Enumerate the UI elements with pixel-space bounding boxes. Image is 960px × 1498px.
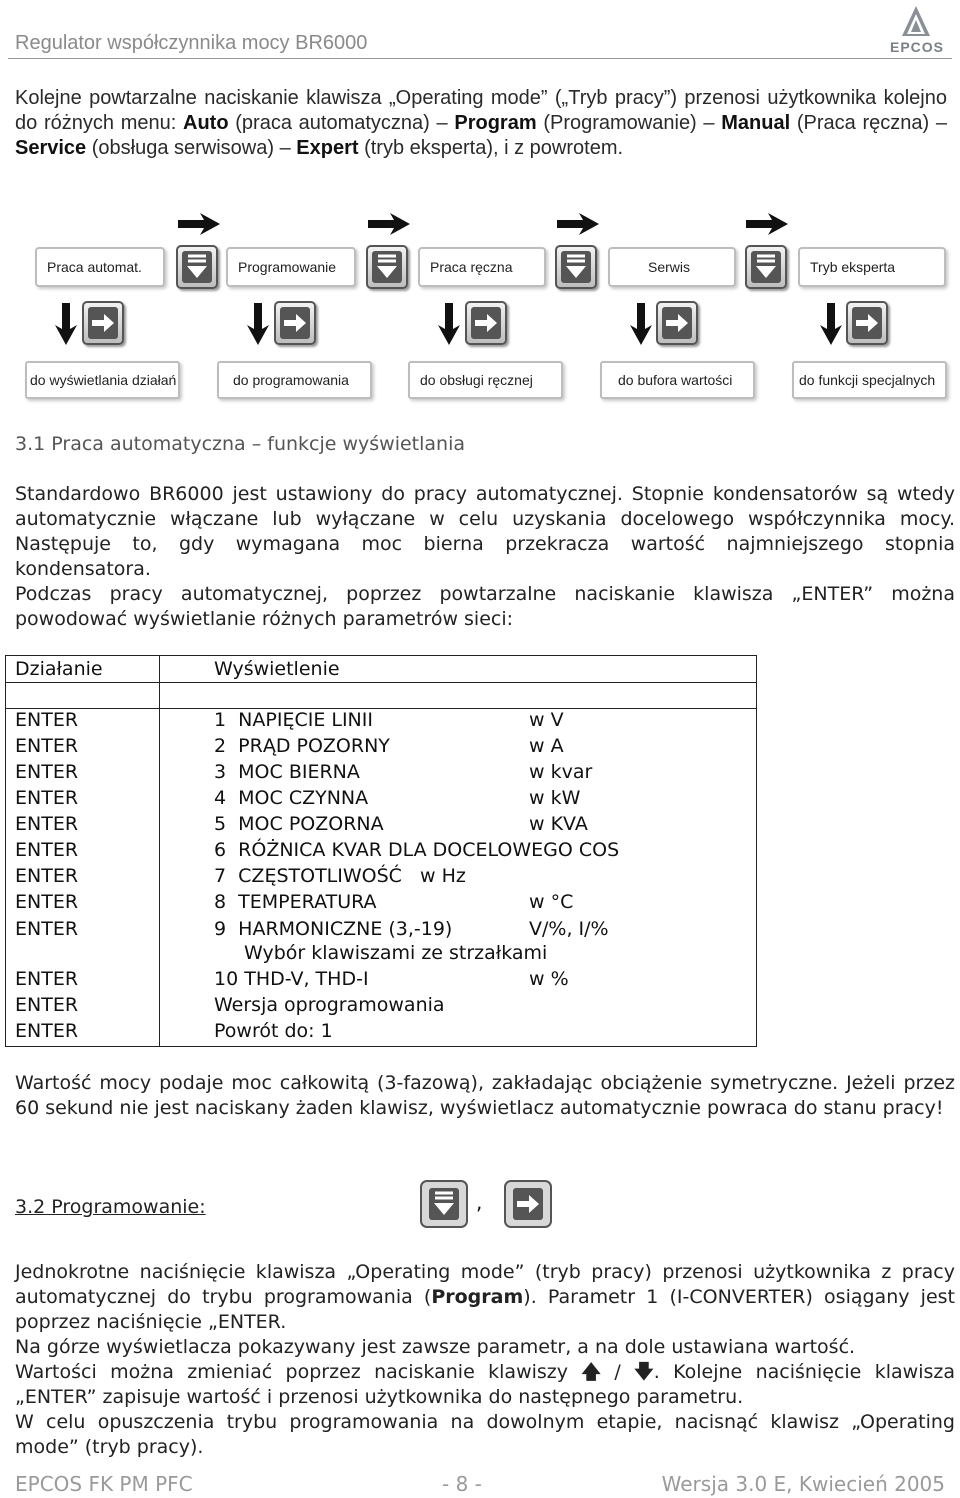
arrow-down-key-icon: 🡇 [634,1361,654,1383]
table-cell-action: ENTER [15,1020,79,1042]
table-cell-action: ENTER [15,787,79,809]
operating-mode-key-icon [745,245,787,289]
table-cell-unit: V/%, I/% [529,918,609,940]
epcos-logo-text: EPCOS [889,39,944,55]
document-header-title: Regulator współczynnika mocy BR6000 [15,32,368,54]
arrow-right-icon [557,213,599,235]
arrow-up-key-icon: 🡅 [581,1361,601,1383]
arrow-down-icon [438,303,460,345]
target-special-box: do funkcji specjalnych [792,361,947,399]
header-divider [8,58,952,59]
mode-manual-box: Praca ręczna [418,247,546,287]
table-cell-display: 9 HARMONICZNE (3,-19) [214,918,453,940]
table-cell-action: ENTER [15,968,79,990]
target-programming-box: do programowania [217,361,372,399]
enter-key-icon [846,301,888,345]
mode-program-box: Programowanie [226,247,356,287]
table-cell-action: ENTER [15,761,79,783]
table-cell-display: 1 NAPIĘCIE LINII [214,709,373,731]
table-cell-action: ENTER [15,813,79,835]
arrow-down-icon [247,303,269,345]
table-cell-action: ENTER [15,839,79,861]
arrow-right-icon [368,213,410,235]
target-buffer-box: do bufora wartości [600,361,755,399]
enter-key-icon [504,1180,552,1228]
auto-mode-text-2: Podczas pracy automatycznej, poprzez powtarzalne naciskanie klawisza „ENTER” można powodować wyświetlanie różnych parametrów sieci: [15,583,955,630]
programming-text-1: Jednokrotne naciśnięcie klawisza „Operating mode” (tryb pracy) przenosi użytkownika z pracy automatycznej do trybu programowania (Program). Parametr 1 (I-CONVERTER) osiągany jest poprzez naciśnięcie „ENTER. [15,1261,955,1333]
table-cell-unit: w °C [529,891,574,913]
footer-page-number: - 8 - [442,1472,482,1496]
table-cell-unit: w kvar [529,761,593,783]
key-separator-comma: , [476,1190,483,1214]
table-cell-action: ENTER [15,865,79,887]
display-parameters-table [5,655,757,1047]
arrow-down-icon [820,303,842,345]
arrow-right-icon [746,213,788,235]
operating-mode-key-icon [366,245,408,289]
table-cell-display: Powrót do: 1 [214,1020,333,1042]
programming-paragraph [15,1260,955,1460]
enter-key-icon [82,301,124,345]
table-cell-display: 2 PRĄD POZORNY [214,735,390,757]
operating-mode-key-icon [420,1180,468,1228]
table-cell-action: ENTER [15,891,79,913]
table-cell-display: 8 TEMPERATURA [214,891,377,913]
footer-version: Wersja 3.0 E, Kwiecień 2005 [661,1472,945,1496]
arrow-down-icon [630,303,652,345]
table-cell-unit: w KVA [529,813,588,835]
intro-paragraph: Kolejne powtarzalne naciskanie klawisza „Operating mode” („Tryb pracy”) przenosi użytkownika kolejno do różnych menu: Auto (praca automatyczna) – Program (Programowanie) – Manual (Praca ręczna) – Service (obsługa serwisowa) – Expert (tryb eksperta), i z powrotem. [15,87,948,159]
enter-key-icon [465,301,507,345]
programming-text-4: W celu opuszczenia trybu programowania na dowolnym etapie, nacisnąć klawisz „Operating mode” (tryb pracy). [15,1411,955,1458]
mode-auto-box: Praca automat. [35,247,165,287]
mode-service-box: Serwis [608,247,736,287]
table-cell-unit: w A [529,735,564,757]
target-display-box: do wyświetlania działań [25,361,180,399]
table-cell-display: 6 RÓŻNICA KVAR DLA DOCELOWEGO COS [214,839,620,861]
auto-mode-paragraph [15,482,955,632]
operating-mode-key-icon [555,245,597,289]
arrow-right-icon [178,213,220,235]
operating-mode-flow-diagram [0,205,960,405]
table-header-display: Wyświetlenie [214,658,340,680]
table-cell-action: ENTER [15,709,79,731]
programming-text-2: Na górze wyświetlacza pokazywany jest zawsze parametr, a na dole ustawiana wartość. [15,1336,856,1358]
table-cell-display: 7 CZĘSTOTLIWOŚĆ w Hz [214,865,466,887]
operating-mode-key-icon [176,245,218,289]
table-cell-action: ENTER [15,994,79,1016]
mode-expert-box: Tryb eksperta [798,247,946,287]
section-3-2-heading: 3.2 Programowanie: [15,1196,206,1218]
table-cell-action: ENTER [15,735,79,757]
table-cell-display: 5 MOC POZORNA [214,813,384,835]
table-cell-display: Wersja oprogramowania [214,994,445,1016]
auto-mode-text-1: Standardowo BR6000 jest ustawiony do pracy automatycznej. Stopnie kondensatorów są wtedy automatycznie włączane lub wyłączane w celu uzyskania docelowego współczynnika mocy. Następuje to, gdy wymagana moc bierna przekracza wartość najmniejszego stopnia kondensatora. [15,483,955,580]
footer-left: EPCOS FK PM PFC [15,1472,193,1496]
power-note-paragraph: Wartość mocy podaje moc całkowitą (3-fazową), zakładając obciążenie symetryczne. Jeżeli przez 60 sekund nie jest naciskany żaden klawisz, wyświetlacz automatycznie powraca do stanu pracy! [15,1072,955,1119]
table-header-action: Działanie [15,658,103,680]
programming-text-3: Wartości można zmieniać poprzez naciskanie klawiszy 🡅 / 🡇. Kolejne naciśnięcie klawisza „ENTER” zapisuje wartość i przenosi użytkownika do następnego parametru. [15,1361,956,1408]
table-cell-display: Wybór klawiszami ze strzałkami [244,942,548,964]
enter-key-icon [274,301,316,345]
arrow-down-icon [55,303,77,345]
section-3-1-heading: 3.1 Praca automatyczna – funkcje wyświetlania [15,433,466,455]
enter-key-icon [656,301,698,345]
table-cell-action: ENTER [15,918,79,940]
table-cell-unit: w kW [529,787,581,809]
table-cell-unit: w % [529,968,569,990]
table-cell-display: 10 THD-V, THD-I [214,968,369,990]
table-cell-unit: w V [529,709,564,731]
table-cell-display: 3 MOC BIERNA [214,761,360,783]
target-manual-box: do obsługi ręcznej [408,361,563,399]
table-cell-display: 4 MOC CZYNNA [214,787,369,809]
